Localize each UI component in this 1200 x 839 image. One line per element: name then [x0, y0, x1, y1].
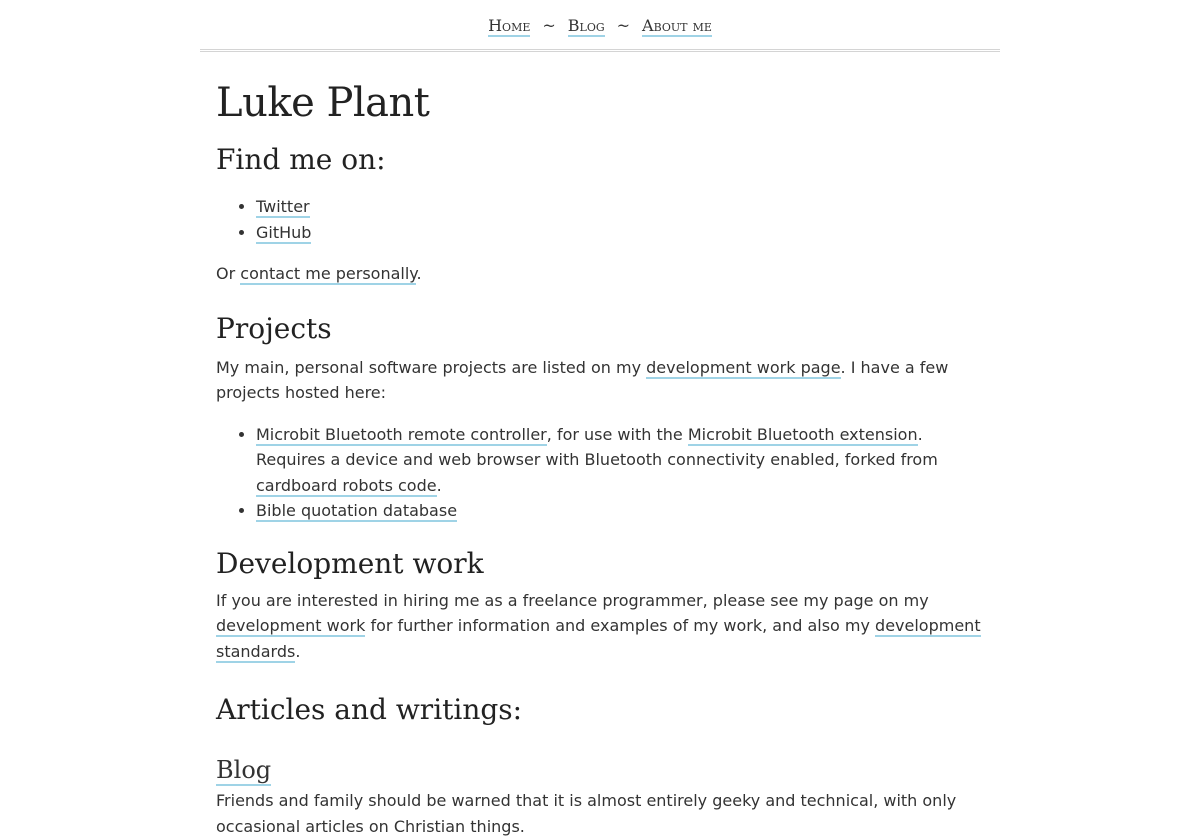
blog-heading [216, 754, 984, 786]
nav-about-link[interactable]: About me [642, 16, 712, 35]
bible-quotation-link[interactable]: Bible quotation database [256, 501, 458, 520]
contact-link[interactable]: contact me personally [240, 264, 417, 283]
main-content [200, 78, 1000, 839]
projects-heading: Projects [216, 311, 332, 345]
microbit-extension-link[interactable]: Microbit Bluetooth extension [687, 424, 918, 444]
page-title: Luke Plant [216, 80, 430, 126]
contact-prefix: Or [216, 264, 241, 283]
contact-paragraph [216, 261, 984, 287]
project-text: . Requires a device and web browser with Bluetooth connectivity enabled, forked from [256, 424, 938, 469]
development-standards-link[interactable]: development standards [216, 616, 981, 661]
development-heading: Development work [216, 546, 484, 580]
articles-heading: Articles and writings: [216, 693, 523, 726]
dev-text-suffix: . [295, 641, 301, 661]
project-text: , for use with the [546, 424, 688, 444]
top-navigation [200, 0, 1000, 52]
nav-separator: ~ [616, 16, 631, 35]
projects-intro-prefix: My main, personal software projects are listed on my [216, 357, 647, 377]
development-work-link[interactable]: development work [216, 616, 366, 635]
blog-heading-link[interactable]: Blog [216, 756, 272, 784]
list-item [256, 194, 984, 220]
microbit-remote-link[interactable]: Microbit Bluetooth remote controller [256, 424, 547, 444]
list-item [256, 220, 984, 246]
dev-text-middle: for further information and examples of my work, and also my [365, 616, 876, 635]
list-item [256, 498, 984, 524]
blog-description: Friends and family should be warned that it is almost entirely geeky and technical, with only occasional articles on Christian things. [216, 791, 957, 836]
nav-blog-link[interactable]: Blog [567, 16, 605, 35]
find-me-heading: Find me on: [216, 143, 386, 176]
github-link[interactable]: GitHub [256, 222, 312, 242]
project-text: . [436, 475, 442, 495]
projects-list [216, 422, 984, 524]
projects-intro [216, 355, 984, 406]
cardboard-robots-link[interactable]: cardboard robots code [256, 475, 437, 495]
twitter-link[interactable]: Twitter [256, 197, 310, 216]
nav-separator: ~ [542, 16, 556, 35]
projects-intro-suffix: . I have a few projects hosted here: [216, 357, 949, 402]
list-item [256, 422, 984, 499]
social-links-list [216, 194, 984, 245]
contact-suffix: . [416, 264, 422, 283]
nav-home-link[interactable]: Home [488, 16, 531, 35]
development-paragraph [216, 588, 984, 665]
development-work-page-link[interactable]: development work page [646, 357, 841, 377]
dev-text-prefix: If you are interested in hiring me as a freelance programmer, please see my page on my [216, 590, 929, 610]
